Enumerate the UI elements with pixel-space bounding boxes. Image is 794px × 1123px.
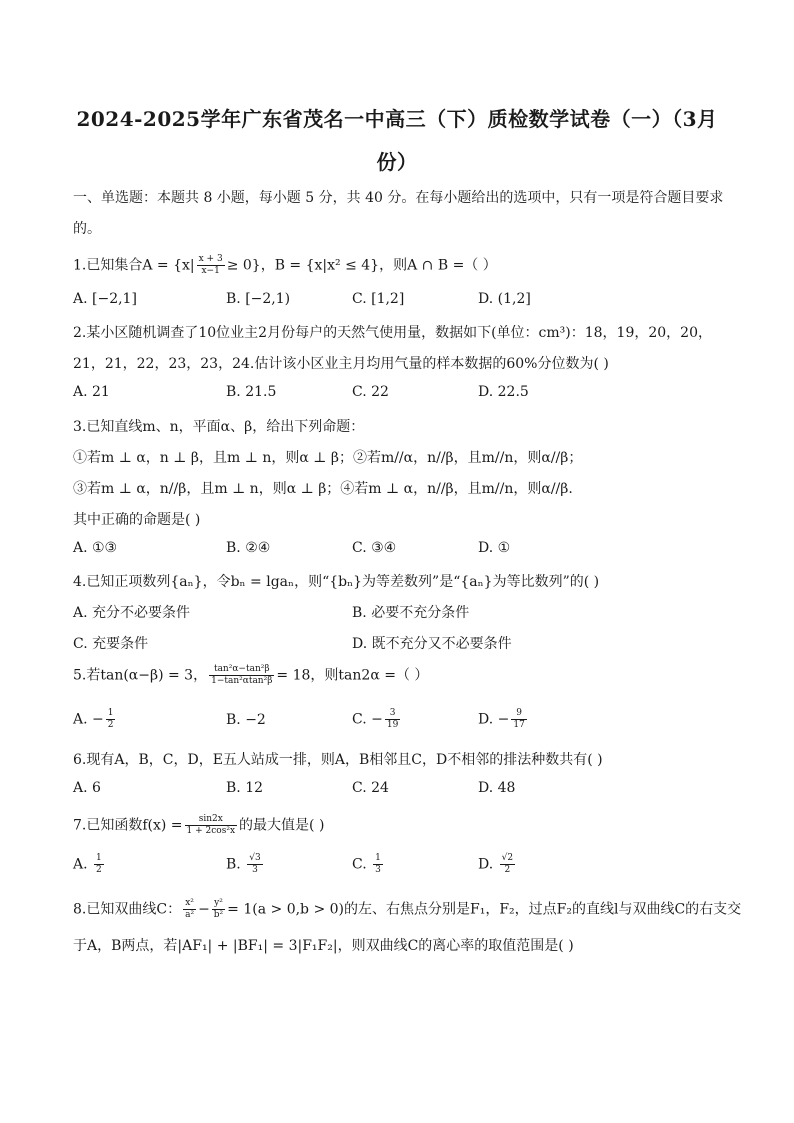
question-3-line3: ③若m ⊥ α，n//β，且m ⊥ n，则α ⊥ β；④若m ⊥ α，n//β，且m//n，则α//β.	[73, 481, 573, 497]
q1-option-c: C. [1,2]	[352, 291, 405, 307]
question-4: 4.已知正项数列{aₙ}，令bₙ = lgaₙ，则“{bₙ}为等差数列”是“{aₙ}为等比数列”的( )	[73, 574, 600, 590]
q5-option-d-sign: −	[497, 711, 510, 728]
q7-option-b-fraction	[247, 853, 262, 876]
q7-option-a-num: 1	[96, 853, 102, 863]
exam-title-line2: 份）	[376, 150, 418, 174]
q7-rest: 的最大值是( )	[239, 817, 325, 834]
q3-option-a: A. ①③	[73, 540, 118, 556]
q1-rest: ≥ 0}，B = {x|x² ≤ 4}，则A ∩ B =（ ）	[226, 257, 497, 274]
q7-option-c-fraction	[373, 853, 383, 876]
q5-option-c-num: 3	[385, 708, 400, 720]
q6-option-a: A. 6	[73, 780, 101, 796]
q5-option-c	[352, 708, 402, 731]
q7-numerator: sin2x	[185, 814, 237, 826]
q7-option-d	[478, 853, 517, 876]
q4-option-d: D. 既不充分又不必要条件	[352, 636, 512, 652]
q4-option-c: C. 充要条件	[73, 636, 149, 652]
q8-y-numerator: y²	[212, 898, 225, 910]
q7-option-a-den: 2	[96, 865, 102, 875]
q5-option-a	[73, 708, 117, 731]
q8-prefix: 8.已知双曲线C：	[73, 901, 182, 918]
q7-option-c-num: 1	[375, 853, 381, 863]
q8-fraction-x	[183, 898, 196, 921]
q5-option-a-sign: −	[92, 711, 104, 728]
q7-option-a-label: A.	[73, 856, 93, 873]
question-1	[73, 254, 497, 277]
q7-option-c-den: 3	[375, 865, 381, 875]
question-3-line2: ①若m ⊥ α，n ⊥ β，且m ⊥ n，则α ⊥ β；②若m//α，n//β，且m//n，则α//β；	[73, 450, 583, 466]
section-heading-line1: 一、单选题：本题共 8 小题，每小题 5 分，共 40 分。在每小题给出的选项中，只有一项是符合题目要求	[73, 190, 724, 206]
q7-option-b-num: √3	[249, 853, 261, 863]
q5-option-b-label: B.	[226, 712, 246, 728]
q7-option-a	[73, 853, 106, 876]
question-2-line1: 2.某小区随机调查了10位业主2月份每户的天然气使用量，数据如下(单位：cm³)：18，19，20，20，	[73, 325, 712, 341]
q8-minus: −	[198, 901, 210, 918]
q2-option-c: C. 22	[352, 384, 389, 400]
q2-option-b: B. 21.5	[226, 384, 277, 400]
q7-fraction	[185, 814, 237, 837]
q7-option-d-label: D.	[478, 856, 498, 873]
q5-option-c-label: C.	[352, 711, 372, 728]
exam-title-line1: 2024-2025学年广东省茂名一中高三（下）质检数学试卷（一）（3月	[76, 107, 718, 131]
q3-option-d: D. ①	[478, 540, 511, 556]
q7-option-c	[352, 853, 385, 876]
question-3-line1: 3.已知直线m、n，平面α、β，给出下列命题：	[73, 419, 365, 435]
question-8-line1	[73, 898, 741, 921]
q5-option-b-value: −2	[245, 712, 266, 728]
q5-option-d-fraction	[511, 708, 526, 731]
q7-option-b-den: 3	[252, 865, 258, 875]
q5-numerator: tan²α−tan²β	[209, 664, 274, 676]
q3-option-b: B. ②④	[226, 540, 271, 556]
q7-option-d-fraction	[500, 853, 515, 876]
section-heading-line2: 的。	[73, 221, 101, 237]
q5-rest: = 18，则tan2α =（ ）	[276, 667, 429, 684]
q7-prefix: 7.已知函数f(x) =	[73, 817, 183, 834]
q5-fraction	[209, 664, 274, 687]
q4-option-b: B. 必要不充分条件	[352, 605, 470, 621]
q5-prefix: 5.若tan(α−β) = 3，	[73, 667, 208, 684]
q8-x-numerator: x²	[183, 898, 196, 910]
q5-option-c-sign: −	[371, 711, 383, 728]
question-2-line2: 21，21，22，23，23，24.估计该小区业主月均用气量的样本数据的60%分位数为( )	[73, 356, 609, 372]
q5-option-d	[478, 708, 529, 731]
q7-option-d-num: √2	[501, 853, 514, 863]
q5-option-a-num: 1	[107, 708, 114, 718]
q7-option-d-den: 2	[504, 865, 511, 875]
question-8-line2: 于A，B两点，若|AF₁| + |BF₁| = 3|F₁F₂|，则双曲线C的离心率的取值范围是( )	[73, 938, 574, 954]
q8-y-denominator: b²	[213, 910, 224, 920]
q5-option-d-den: 17	[513, 720, 525, 730]
q6-option-c: C. 24	[352, 780, 389, 796]
q8-rest: = 1(a > 0,b > 0)的左、右焦点分别是F₁，F₂，过点F₂的直线l与双曲线C的右支交	[227, 901, 742, 918]
question-5	[73, 664, 428, 687]
q1-fraction	[197, 254, 225, 277]
q1-option-b: B. [−2,1)	[226, 291, 291, 307]
question-7	[73, 814, 324, 837]
q6-option-b: B. 12	[226, 780, 264, 796]
q2-option-a: A. 21	[73, 384, 110, 400]
q5-option-b	[226, 712, 266, 728]
q6-option-d: D. 48	[478, 780, 516, 796]
q1-prefix: 1.已知集合	[73, 257, 143, 274]
question-6: 6.现有A，B，C，D，E五人站成一排，则A，B相邻且C，D不相邻的排法种数共有( )	[73, 752, 603, 768]
q8-fraction-y	[212, 898, 225, 921]
q7-denominator: 1 + 2cos²x	[186, 826, 236, 836]
q3-option-c: C. ③④	[352, 540, 397, 556]
q5-denominator: 1−tan²αtan²β	[211, 676, 273, 686]
q5-option-d-label: D.	[478, 711, 498, 728]
q5-option-a-label: A.	[73, 711, 93, 728]
q1-denominator: x−1	[201, 266, 220, 276]
q7-option-a-fraction	[94, 853, 104, 876]
q7-option-b-label: B.	[226, 856, 246, 873]
q4-option-a: A. 充分不必要条件	[73, 605, 191, 621]
q1-numerator: x + 3	[198, 254, 223, 264]
q5-option-d-num: 9	[511, 708, 526, 720]
q7-option-b	[226, 853, 265, 876]
q7-option-c-label: C.	[352, 856, 372, 873]
q5-option-c-fraction	[385, 708, 400, 731]
q1-set-a: A = {x|	[142, 257, 195, 274]
q2-option-d: D. 22.5	[478, 384, 529, 400]
q1-option-d: D. (1,2]	[478, 291, 531, 307]
q8-x-denominator: a²	[185, 910, 195, 920]
q5-option-a-fraction	[106, 708, 116, 731]
q5-option-a-den: 2	[107, 720, 114, 730]
q5-option-c-den: 19	[386, 720, 399, 730]
question-3-line4: 其中正确的命题是( )	[73, 512, 201, 528]
q1-option-a: A. [−2,1]	[73, 291, 137, 307]
